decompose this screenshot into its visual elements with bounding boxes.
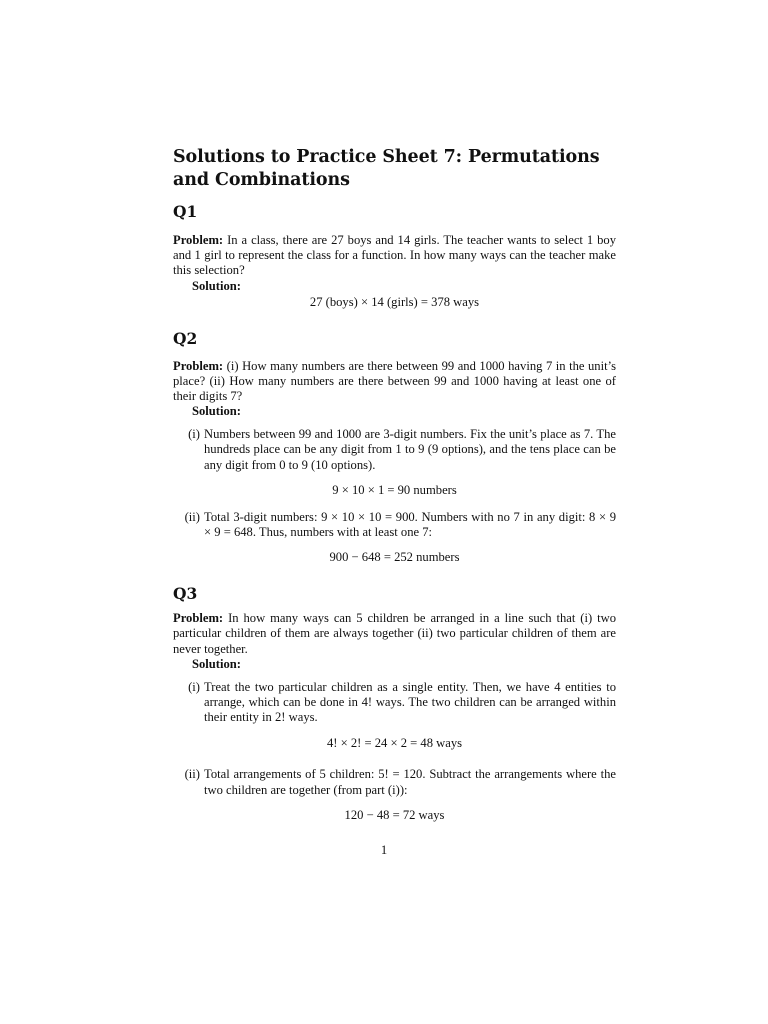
- problem-text-q2: (i) How many numbers are there between 99 and 1000 having 7 in the unit’s place? (ii) How many numbers are there between 99 and 1000 having at least one of their digits 7?: [173, 358, 616, 404]
- item-label: (ii): [184, 767, 200, 782]
- question-heading-q3: Q3: [173, 584, 198, 604]
- problem-label: Problem:: [173, 358, 224, 373]
- item-text: Total arrangements of 5 children: 5! = 120. Subtract the arrangements where the two children are together (from part (i)):: [204, 767, 616, 797]
- equation-q3-ii: 120 − 48 = 72 ways: [344, 807, 445, 822]
- problem-label: Problem:: [173, 611, 224, 626]
- item-label: (ii): [184, 509, 200, 524]
- problem-q1: [173, 233, 616, 279]
- question-heading-q2: Q2: [173, 328, 198, 348]
- equation-q2-ii: 900 − 648 = 252 numbers: [329, 550, 460, 565]
- item-label: (i): [188, 679, 200, 694]
- problem-q2: [173, 359, 616, 405]
- solution-label-q1: Solution:: [192, 278, 241, 293]
- problem-text-q1: In a class, there are 27 boys and 14 girls. The teacher wants to select 1 boy and 1 girl to represent the class for a function. In how many ways can the teacher make this selection?: [173, 233, 616, 278]
- page-number: 1: [380, 843, 388, 857]
- solution-label-q2: Solution:: [192, 404, 241, 419]
- equation-q3-i: 4! × 2! = 24 × 2 = 48 ways: [326, 736, 463, 751]
- item-label: (i): [188, 427, 200, 442]
- equation-q1: 27 (boys) × 14 (girls) = 378 ways: [309, 294, 480, 309]
- question-heading-q1: Q1: [173, 202, 198, 221]
- problem-q3: [173, 611, 616, 657]
- list-item-q2-i: [173, 427, 616, 473]
- item-text: Total 3-digit numbers: 9 × 10 × 10 = 900. Numbers with no 7 in any digit: 8 × 9 × 9 = 648. Thus, numbers with at least one 7:: [204, 509, 616, 540]
- item-text: Treat the two particular children as a single entity. Then, we have 4 entities to arrange, which can be done in 4! ways. The two children can be arranged within their entity in 2! ways.: [204, 679, 616, 725]
- list-item-q3-i: [173, 680, 616, 726]
- item-text: Numbers between 99 and 1000 are 3-digit numbers. Fix the unit’s place as 7. The hundreds place can be any digit from 1 to 9 (9 options), and the tens place can be any digit from 0 to 9 (10 options).: [204, 427, 616, 472]
- problem-label: Problem:: [173, 233, 224, 247]
- document-body: [173, 146, 616, 823]
- equation-q2-i: 9 × 10 × 1 = 90 numbers: [332, 482, 457, 497]
- solution-label-q3: Solution:: [192, 656, 241, 671]
- list-item-q3-ii: [173, 767, 616, 797]
- list-item-q2-ii: [173, 510, 616, 540]
- document-title: Solutions to Practice Sheet 7: Permutations and Combinations: [173, 147, 600, 190]
- problem-text-q3: In how many ways can 5 children be arranged in a line such that (i) two particular children of them are always together (ii) two particular children of them are never together.: [173, 611, 616, 656]
